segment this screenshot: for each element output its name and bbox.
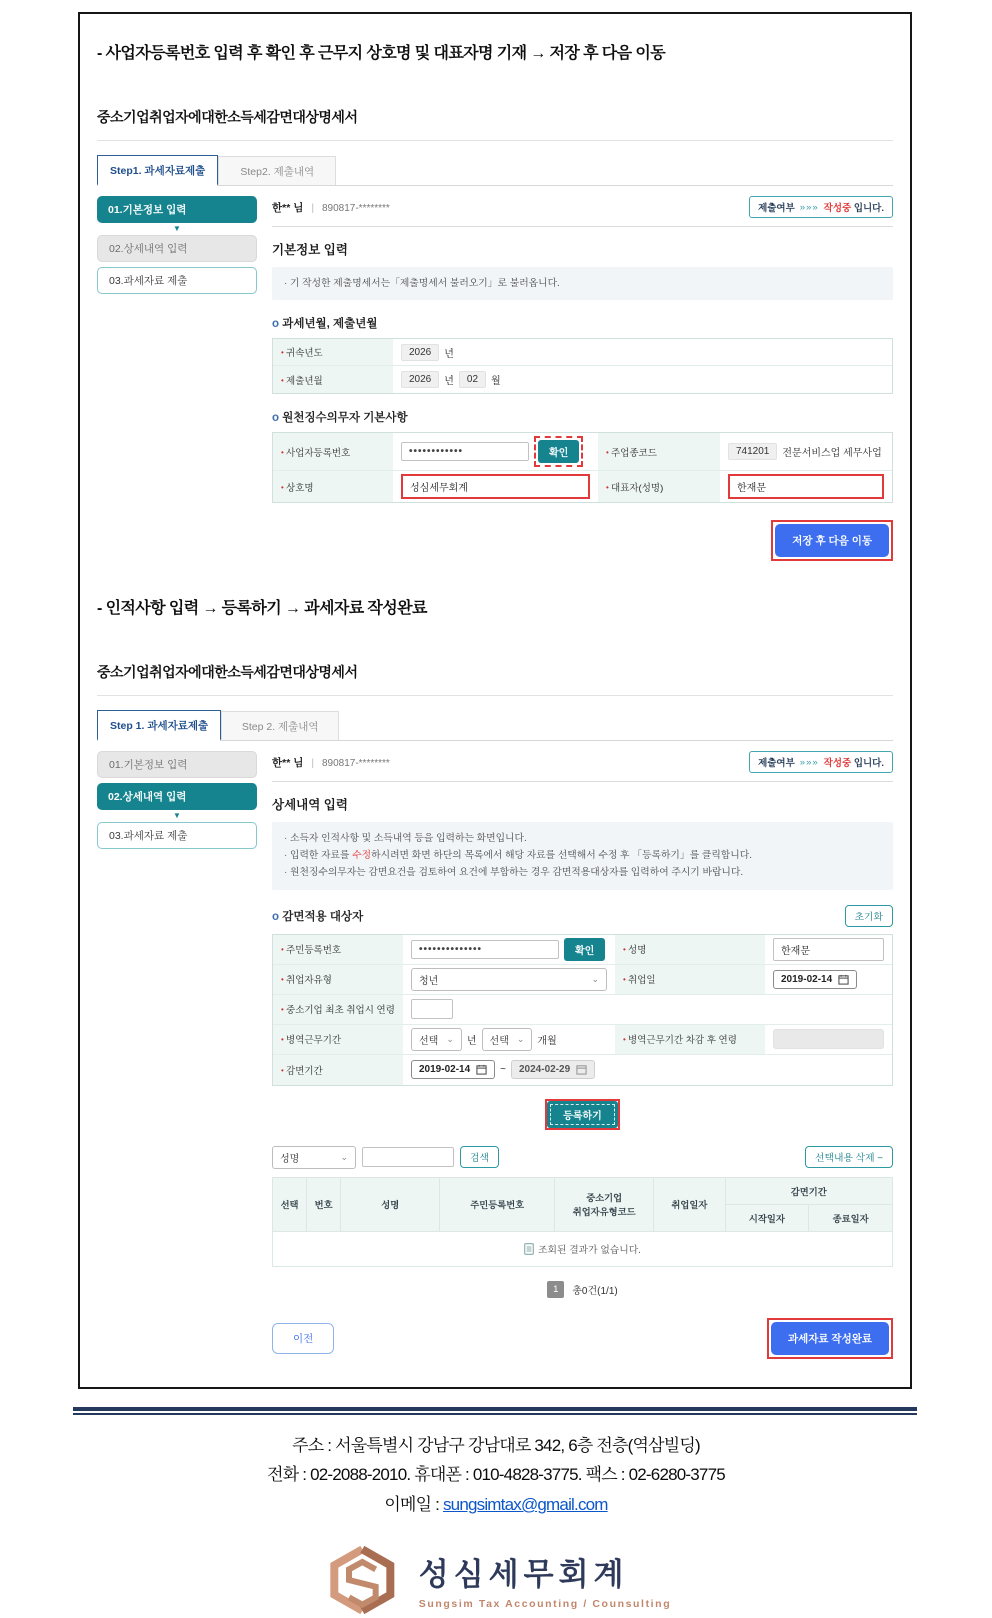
page-title-2: 중소기업취업자에대한소득세감면대상명세서 — [97, 664, 358, 681]
hire-date-input[interactable]: 2019-02-14 — [773, 970, 857, 989]
wizard-sidebar-1 — [97, 196, 257, 561]
sidebar-item-detail-input[interactable]: 02.상세내역 입력 — [97, 235, 257, 262]
field-label-age-after-military: • 병역근무기간 차감 후 연령 — [623, 1032, 737, 1046]
sidebar-item-taxdata-submit[interactable]: 03.과세자료 제출 — [97, 267, 257, 294]
tilde-separator: ~ — [500, 1064, 506, 1076]
save-button-row — [272, 520, 893, 561]
section-heading-detail-input: 상세내역 입력 — [272, 798, 348, 813]
col-header-number: 번호 — [307, 1177, 341, 1231]
reduction-target-table — [272, 934, 893, 1086]
search-row — [272, 1146, 893, 1169]
triangle-down-icon: ▼ — [173, 224, 181, 233]
tab-bar-1 — [97, 155, 893, 186]
screen1-main — [272, 196, 893, 561]
field-label-submit-month: • 제출년월 — [281, 373, 323, 387]
unit-year: 년 — [444, 348, 454, 360]
tab-step1-taxdata-submit[interactable]: Step 1. 과세자료제출 — [97, 710, 221, 741]
field-label-industry-code: • 주업종코드 — [606, 445, 657, 459]
notice-box-1 — [272, 267, 893, 300]
reset-button[interactable]: 초기화 — [845, 905, 893, 927]
save-and-next-button[interactable]: 저장 후 다음 이동 — [775, 524, 889, 557]
name-input[interactable]: 한재문 — [773, 938, 884, 961]
email-link[interactable]: sungsimtax@gmail.com — [442, 1495, 608, 1515]
field-label-attribution-year: • 귀속년도 — [281, 345, 323, 359]
footer-phone: 전화 : 02-2088-2010. 휴대폰 : 010-4828-3775. 팩스 : 02-6280-3775 — [267, 1465, 725, 1485]
chevron-down-icon: ⌄ — [340, 1151, 348, 1162]
user-header-row-2 — [272, 751, 893, 782]
rrn-input[interactable]: •••••••••••••• — [411, 940, 559, 959]
content-border-box — [78, 12, 912, 1389]
chevron-down-icon: ⌄ — [516, 1033, 525, 1044]
title-divider-2 — [97, 695, 893, 696]
separator: | — [311, 756, 315, 769]
employee-type-select[interactable]: 청년 ⌄ — [411, 968, 607, 991]
field-label-employee-type: • 취업자유형 — [281, 972, 332, 986]
withholding-agent-table — [272, 432, 893, 503]
group-title-tax-period: o 과세년월, 제출년월 — [272, 315, 378, 331]
submission-status-badge: 제출여부 »»» 작성중 입니다. — [749, 751, 893, 773]
total-count-label: 총0건(1/1) — [572, 1285, 618, 1297]
footer-divider — [73, 1407, 917, 1415]
col-header-start-date: 시작일자 — [725, 1204, 809, 1231]
search-button[interactable]: 검색 — [460, 1146, 499, 1168]
page-1-button[interactable]: 1 — [547, 1281, 564, 1298]
taxdata-complete-button[interactable]: 과세자료 작성완료 — [771, 1322, 889, 1355]
confirm-button[interactable]: 확인 — [538, 440, 579, 463]
sidebar-item-basic-info[interactable]: 01.기본정보 입력 — [97, 751, 257, 778]
company-logo — [0, 1542, 992, 1618]
triangle-down-icon: ▼ — [173, 811, 181, 821]
document-icon — [524, 1243, 534, 1255]
user-name: 한** 님 — [272, 756, 304, 769]
register-button[interactable]: 등록하기 — [547, 1101, 618, 1128]
chevron-down-icon: ⌄ — [446, 1033, 454, 1044]
field-label-rrn: • 주민등록번호 — [281, 942, 341, 956]
page-title-1: 중소기업취업자에대한소득세감면대상명세서 — [97, 109, 358, 125]
group-title-row — [272, 315, 893, 331]
notice-box-2 — [272, 822, 893, 889]
result-table — [272, 1177, 893, 1267]
notice-line: · 기 작성한 제출명세서는「제출명세서 불러오기」로 불러옵니다. — [284, 278, 560, 289]
screen2-main — [272, 751, 893, 1358]
search-field-select[interactable]: 성명 ⌄ — [272, 1146, 356, 1169]
field-label-name: • 성명 — [623, 942, 646, 956]
reduction-end-input: 2024-02-29 — [511, 1060, 595, 1079]
submission-status-badge: 제출여부 »»» 작성중 입니다. — [749, 196, 893, 218]
industry-code-name: 전문서비스업 세무사업 — [782, 448, 882, 460]
group-title-withholding-agent: o 원천징수의무자 기본사항 — [272, 409, 408, 425]
notice-line-3: · 원천징수의무자는 감면요건을 검토하여 요건에 부합하는 경우 감면적용대상자를 입력하여 주시기 바랍니다. — [284, 864, 881, 881]
unit-year: 년 — [466, 1035, 477, 1047]
group-title-row — [272, 409, 893, 425]
section-heading-basic-info: 기본정보 입력 — [272, 243, 348, 257]
age-after-military-input — [773, 1029, 884, 1049]
first-hire-age-input[interactable] — [411, 999, 453, 1019]
field-label-military-period: • 병역근무기간 — [281, 1032, 341, 1046]
tab-step2-submission-history[interactable]: Step 2. 제출내역 — [221, 711, 339, 740]
sidebar-item-detail-input[interactable]: 02.상세내역 입력 — [97, 783, 257, 810]
field-label-first-hire-age: • 중소기업 최초 취업시 연령 — [281, 1002, 395, 1016]
industry-code-input[interactable]: 741201 — [728, 443, 777, 460]
annotation-box-complete — [767, 1318, 893, 1359]
col-header-rrn: 주민등록번호 — [440, 1177, 555, 1231]
screen1-content — [97, 196, 893, 561]
user-resident-id: 890817-******** — [321, 202, 390, 214]
tax-period-table — [272, 338, 893, 394]
annotation-box-company-name — [401, 474, 590, 499]
user-resident-id: 890817-******** — [321, 757, 390, 769]
col-header-type-code: 중소기업 취업자유형코드 — [555, 1177, 654, 1231]
tab-step2-submission-history[interactable]: Step2. 제출내역 — [218, 156, 336, 185]
military-years-select[interactable]: 선택 ⌄ — [411, 1028, 462, 1051]
annotation-box-confirm — [534, 436, 583, 467]
notice-line-1: · 소득자 인적사항 및 소득내역 등을 입력하는 화면입니다. — [284, 830, 881, 847]
screen2-content — [97, 751, 893, 1358]
logo-company-subtitle: Sungsim Tax Accounting / Counsulting — [418, 1598, 672, 1611]
group-title-row — [272, 905, 893, 927]
sungsim-logo-icon — [321, 1542, 405, 1618]
guide-page — [0, 12, 992, 1611]
reduction-start-input[interactable]: 2019-02-14 — [411, 1060, 495, 1079]
submit-month-input[interactable]: 02 — [459, 371, 486, 388]
sidebar-item-basic-info[interactable]: 01.기본정보 입력 — [97, 196, 257, 223]
user-name: 한** 님 — [272, 201, 304, 214]
footer-contact-block — [0, 1431, 992, 1520]
ceo-name-input[interactable]: 한재문 — [730, 476, 882, 497]
unit-month: 월 — [491, 376, 501, 388]
arrows-icon: »»» — [799, 201, 819, 213]
previous-button[interactable]: 이전 — [272, 1323, 334, 1354]
sidebar-item-taxdata-submit[interactable]: 03.과세자료 제출 — [97, 822, 257, 849]
arrows-icon: »»» — [799, 756, 819, 768]
calendar-icon — [576, 1064, 587, 1075]
pagination — [272, 1281, 893, 1298]
field-label-company-name: • 상호명 — [281, 480, 314, 494]
highlighted-word: 수정 — [352, 850, 372, 862]
business-number-input[interactable]: •••••••••••• — [401, 442, 529, 461]
annotation-box-register — [545, 1099, 620, 1130]
title-divider-1 — [97, 140, 893, 141]
register-button-row — [272, 1099, 893, 1130]
logo-company-name: 성심세무회계 — [418, 1557, 629, 1593]
annotation-box-save — [771, 520, 893, 561]
confirm-button[interactable]: 확인 — [564, 938, 605, 961]
tab-bar-2 — [97, 710, 893, 741]
search-input[interactable] — [362, 1147, 454, 1167]
military-months-select[interactable]: 선택 ⌄ — [482, 1028, 533, 1051]
field-label-hire-date: • 취업일 — [623, 972, 656, 986]
tab-step1-taxdata-submit[interactable]: Step1. 과세자료제출 — [97, 155, 218, 186]
col-header-name: 성명 — [341, 1177, 440, 1231]
footer-address: 주소 : 서울특별시 강남구 강남대로 342, 6층 전층(역삼빌딩) — [292, 1435, 700, 1455]
col-header-hire-date: 취업일자 — [654, 1177, 725, 1231]
col-header-reduction-period: 감면기간 — [725, 1177, 892, 1204]
group-title-reduction-target: o 감면적용 대상자 — [272, 908, 363, 924]
unit-months: 개월 — [537, 1035, 557, 1047]
notice-line-2: · 입력한 자료를 수정하시려면 화면 하단의 목록에서 해당 자료를 선택해서 수정 후 「등록하기」를 클릭합니다. — [284, 847, 881, 864]
instruction-line-2: - 인적사항 입력 → 등록하기 → 과세자료 작성완료 — [97, 600, 427, 618]
col-header-end-date: 종료일자 — [809, 1204, 893, 1231]
footer-email-line: 이메일 : sungsimtax@gmail.com — [384, 1495, 608, 1515]
company-name-input[interactable]: 성심세무회계 — [403, 476, 588, 497]
col-header-select: 선택 — [273, 1177, 307, 1231]
submit-year-input[interactable]: 2026 — [401, 371, 439, 388]
chevron-down-icon: ⌄ — [591, 973, 599, 984]
annotation-box-ceo-name — [728, 474, 884, 499]
calendar-icon — [838, 974, 849, 985]
delete-selected-button[interactable]: 선택내용 삭제 − — [805, 1146, 893, 1168]
attribution-year-input[interactable]: 2026 — [401, 344, 439, 361]
field-label-ceo-name: • 대표자(성명) — [606, 480, 663, 494]
field-label-business-number: • 사업자등록번호 — [281, 445, 350, 459]
instruction-line-1: - 사업자등록번호 입력 후 확인 후 근무지 상호명 및 대표자명 기재 → 저장 후 다음 이동 — [97, 45, 666, 62]
unit-year: 년 — [444, 376, 454, 388]
field-label-reduction-period: • 감면기간 — [281, 1063, 323, 1077]
bottom-button-row — [272, 1318, 893, 1359]
user-header-row-1 — [272, 196, 893, 227]
separator: | — [311, 201, 315, 214]
wizard-sidebar-2 — [97, 751, 257, 1358]
calendar-icon — [476, 1064, 487, 1075]
empty-result-row: 조회된 결과가 없습니다. — [273, 1231, 893, 1266]
